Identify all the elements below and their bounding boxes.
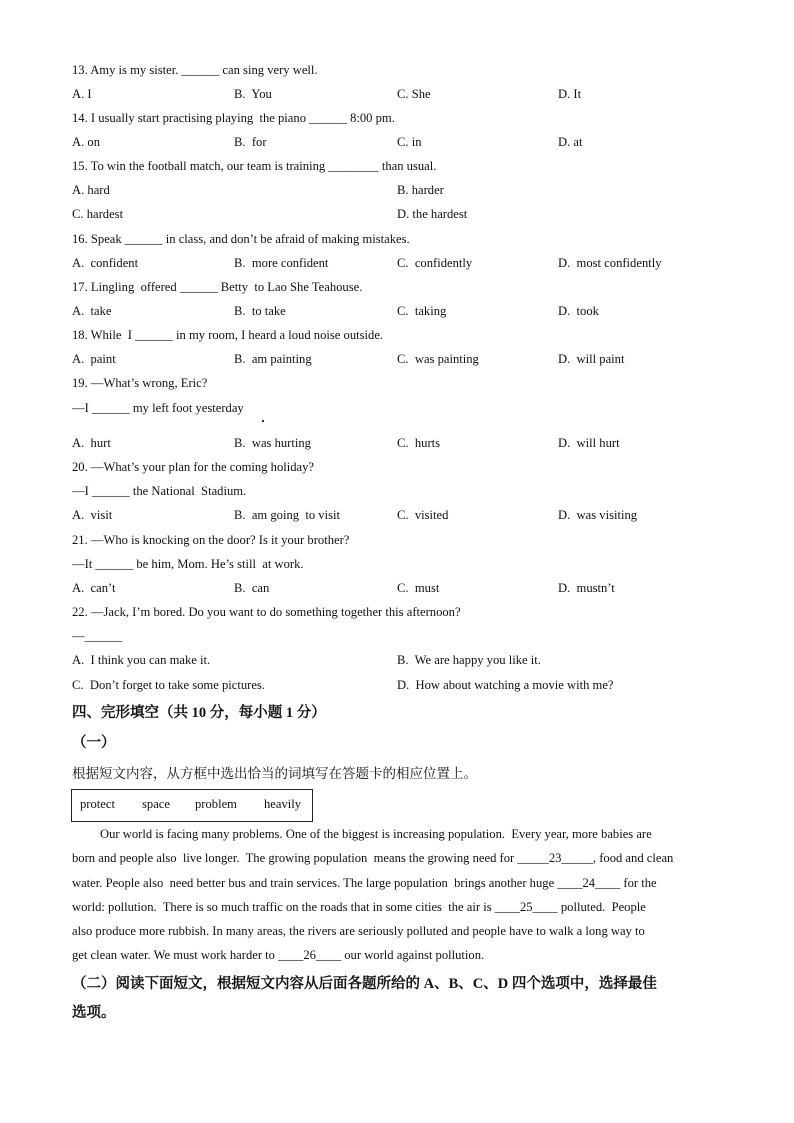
- q21-option-b: B. can: [234, 581, 270, 595]
- blank-24: ____24____: [557, 876, 621, 890]
- question-17-stem: 17. Lingling offered ______ Betty to Lao She Teahouse.: [72, 280, 363, 294]
- question-21-stem: 21. —Who is knocking on the door? Is it your brother?: [72, 533, 350, 547]
- question-22-reply: —______: [72, 629, 123, 643]
- subsection-2-title-cont: 选项。: [72, 1005, 116, 1021]
- q18-option-c: C. was painting: [397, 352, 479, 366]
- q18-option-b: B. am painting: [234, 352, 312, 366]
- q16-option-b: B. more confident: [234, 256, 329, 270]
- word-bank-item: heavily: [264, 797, 302, 811]
- question-16-stem: 16. Speak ______ in class, and don’t be afraid of making mistakes.: [72, 232, 410, 246]
- q20-option-d: D. was visiting: [558, 508, 638, 522]
- passage-line: also produce more rubbish. In many areas, the rivers are seriously polluted and people have to walk a long way to: [72, 924, 645, 938]
- blank-25: ____25____: [494, 900, 558, 914]
- q14-option-b: B. for: [234, 135, 267, 149]
- passage-line: world: pollution. There is so much traffic on the roads that in some cities the air is ____25____ polluted. People: [72, 900, 646, 914]
- word-bank-box: [71, 789, 313, 822]
- subsection-1-title: （一）: [72, 735, 116, 751]
- passage-line: born and people also live longer. The growing population means the growing need for _____23_____, food and clean: [72, 851, 674, 865]
- q22-option-d: D. How about watching a movie with me?: [397, 678, 614, 692]
- question-20-reply: —I ______ the National Stadium.: [72, 484, 247, 498]
- question-13-stem: 13. Amy is my sister. ______ can sing very well.: [72, 63, 318, 77]
- q20-option-a: A. visit: [72, 508, 113, 522]
- question-19-reply: —I ______ my left foot yesterday: [72, 401, 244, 415]
- blank-23: _____23_____: [517, 851, 593, 865]
- q13-option-b: B. You: [234, 87, 272, 101]
- q17-option-d: D. took: [558, 304, 599, 318]
- q17-option-a: A. take: [72, 304, 112, 318]
- q13-option-c: C. She: [397, 87, 431, 101]
- question-14-stem: 14. I usually start practising playing the piano ______ 8:00 pm.: [72, 111, 395, 125]
- q15-option-a: A. hard: [72, 183, 110, 197]
- q21-option-d: D. mustn’t: [558, 581, 615, 595]
- word-bank-item: problem: [195, 797, 237, 811]
- q21-option-a: A. can’t: [72, 581, 116, 595]
- q14-option-d: D. at: [558, 135, 583, 149]
- question-22-stem: 22. —Jack, I’m bored. Do you want to do something together this afternoon?: [72, 605, 461, 619]
- section-4-title: 四、完形填空（共 10 分，每小题 1 分）: [72, 705, 326, 721]
- q19-option-d: D. will hurt: [558, 436, 620, 450]
- q16-option-c: C. confidently: [397, 256, 473, 270]
- passage-line: Our world is facing many problems. One of the biggest is increasing population. Every year, more babies are: [100, 827, 652, 841]
- q14-option-c: C. in: [397, 135, 422, 149]
- question-19-stem: 19. —What’s wrong, Eric?: [72, 376, 208, 390]
- q20-option-c: C. visited: [397, 508, 449, 522]
- q15-option-d: D. the hardest: [397, 207, 468, 221]
- q21-option-c: C. must: [397, 581, 440, 595]
- section-4-instruction: 根据短文内容，从方框中选出恰当的词填写在答题卡的相应位置上。: [72, 766, 477, 781]
- q15-option-c: C. hardest: [72, 207, 124, 221]
- passage-line: get clean water. We must work harder to ____26____ our world against pollution.: [72, 948, 485, 962]
- q19-option-a: A. hurt: [72, 436, 111, 450]
- q13-option-d: D. It: [558, 87, 582, 101]
- passage-line: water. People also need better bus and train services. The large population brings another huge ____24____ for the: [72, 876, 657, 890]
- stray-dot: [262, 420, 264, 422]
- q22-option-c: C. Don’t forget to take some pictures.: [72, 678, 265, 692]
- question-20-stem: 20. —What’s your plan for the coming holiday?: [72, 460, 315, 474]
- q17-option-c: C. taking: [397, 304, 447, 318]
- q13-option-a: A. I: [72, 87, 92, 101]
- q16-option-d: D. most confidently: [558, 256, 662, 270]
- q14-option-a: A. on: [72, 135, 100, 149]
- q18-option-a: A. paint: [72, 352, 116, 366]
- q22-option-a: A. I think you can make it.: [72, 653, 211, 667]
- q19-option-c: C. hurts: [397, 436, 441, 450]
- q18-option-d: D. will paint: [558, 352, 625, 366]
- blank-26: ____26____: [278, 948, 342, 962]
- question-18-stem: 18. While I ______ in my room, I heard a loud noise outside.: [72, 328, 384, 342]
- q16-option-a: A. confident: [72, 256, 139, 270]
- subsection-2-title: （二）阅读下面短文，根据短文内容从后面各题所给的 A、B、C、D 四个选项中，选择最佳: [72, 976, 657, 992]
- q20-option-b: B. am going to visit: [234, 508, 341, 522]
- q15-option-b: B. harder: [397, 183, 444, 197]
- question-15-stem: 15. To win the football match, our team is training ________ than usual.: [72, 159, 437, 173]
- question-21-reply: —It ______ be him, Mom. He’s still at work.: [72, 557, 304, 571]
- word-bank-item: protect: [80, 797, 115, 811]
- q19-option-b: B. was hurting: [234, 436, 311, 450]
- q22-option-b: B. We are happy you like it.: [397, 653, 541, 667]
- word-bank-item: space: [142, 797, 170, 811]
- q17-option-b: B. to take: [234, 304, 286, 318]
